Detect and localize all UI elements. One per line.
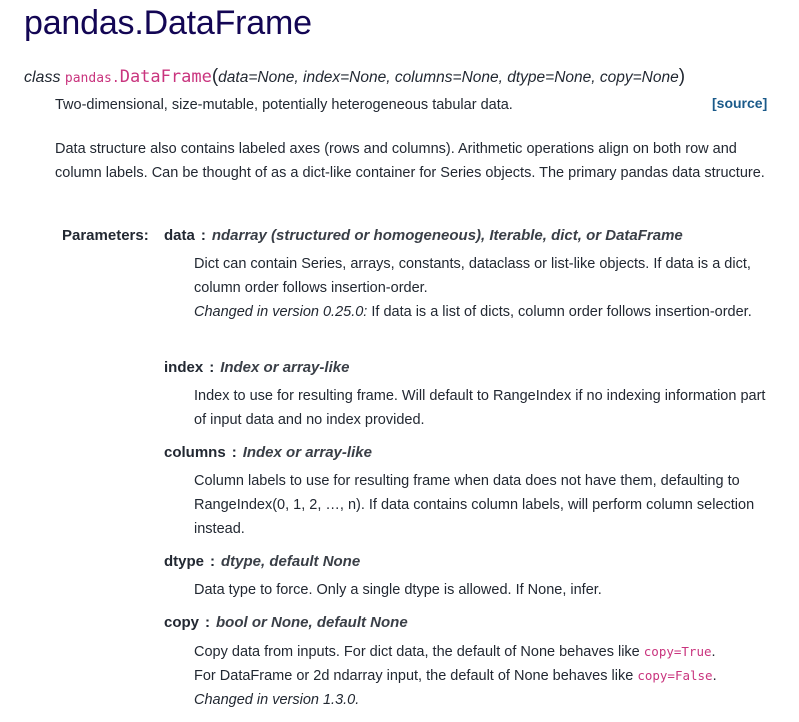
param-columns-header [164,444,372,461]
param-type: bool or None, default None [216,614,408,631]
param-type: Index or array-like [220,359,350,376]
param-separator: : [205,614,211,631]
class-signature [24,66,685,88]
param-columns-description: Column labels to use for resulting frame when data does not have them, defaulting to RangeIndex(0, 1, 2, …, n). If data contains column labels, will perform column selection instead. [194,473,755,537]
param-index-header [164,359,349,376]
page-title: pandas.DataFrame [24,4,312,42]
param-desc: Dict can contain Series, arrays, constants, dataclass or list-like objects. If data is a dict, column order follows insertion-order. [194,256,751,296]
param-desc-line2-end: . [712,668,717,684]
param-desc-line1: Copy data from inputs. For dict data, the default of None behaves like [194,644,644,660]
param-name: data [164,227,195,244]
parameters-label: Parameters: [62,227,149,244]
signature-name: DataFrame [119,67,212,87]
param-type: dtype, default None [221,553,361,570]
param-name: index [164,359,204,376]
signature-module: pandas. [64,71,120,86]
signature-open-paren: ( [211,66,219,87]
param-desc-line1-end: . [711,644,716,660]
param-copy-description [194,640,779,712]
description-text: Data structure also contains labeled axes (rows and columns). Arithmetic operations align on both row and column labels. Can be thought of as a dict-like container for Series objects. The primary pandas data structure. [55,141,765,181]
param-name: columns [164,444,226,461]
param-separator: : [210,553,216,570]
signature-keyword: class [24,69,61,86]
code-literal-copy-false: copy=False [637,668,713,683]
param-index-description: Index to use for resulting frame. Will default to RangeIndex if no indexing information part of input data and no index provided. [194,388,766,428]
param-dtype-description: Data type to force. Only a single dtype is allowed. If None, infer. [194,582,602,598]
source-link[interactable]: [source] [712,95,768,111]
param-desc-line2: For DataFrame or 2d ndarray input, the default of None behaves like [194,668,638,684]
param-name: copy [164,614,200,631]
code-literal-copy-true: copy=True [643,644,712,659]
param-changed-text: If data is a list of dicts, column order follows insertion-order. [367,304,752,320]
param-data-header [164,227,683,244]
param-dtype-header [164,553,360,570]
param-separator: : [209,359,215,376]
param-data-description [194,252,779,324]
param-name: dtype [164,553,205,570]
signature-params: data=None, index=None, columns=None, dtype=None, copy=None [218,69,679,86]
param-changed-label: Changed in version 1.3.0. [194,692,360,708]
param-type: Index or array-like [242,444,372,461]
param-type: ndarray (structured or homogeneous), Iterable, dict, or DataFrame [211,227,683,244]
summary-text: Two-dimensional, size-mutable, potentially heterogeneous tabular data. [55,97,513,113]
param-separator: : [231,444,237,461]
param-changed-label: Changed in version 0.25.0: [194,304,368,320]
param-copy-header [164,614,408,631]
signature-close-paren: ) [678,66,686,87]
param-separator: : [200,227,206,244]
